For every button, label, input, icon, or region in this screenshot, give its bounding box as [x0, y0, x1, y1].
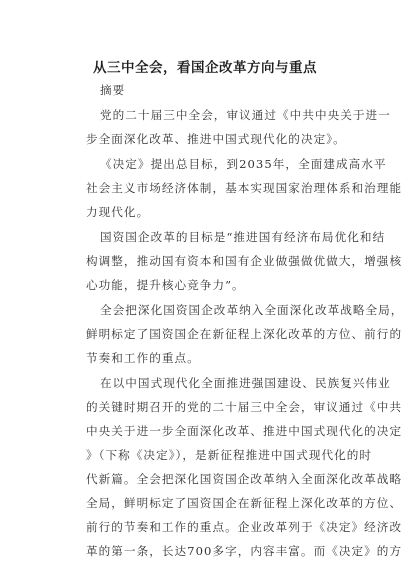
paragraph-2-line-1: 《决定》提出总目标，到2035年，全面建成高水平: [100, 157, 387, 171]
document-title: 从三中全会，看国企改革方向与重点: [93, 60, 317, 76]
paragraph-1-line-2: 步全面深化改革、推进中国式现代化的决定》。: [86, 132, 346, 146]
paragraph-4-line-2: 鲜明标定了国资国企在新征程上深化改革的方位、前行的: [86, 327, 403, 341]
paragraph-5-line-7: 前行的节奏和工作的重点。企业改革列于《决定》经济改: [86, 520, 403, 534]
paragraph-4-line-3: 节奏和工作的重点。: [86, 351, 200, 365]
paragraph-5-line-6: 全局，鲜明标定了国资国企在新征程上深化改革的方位、: [86, 496, 403, 510]
paragraph-5-line-1: 在以中国式现代化全面推进强国建设、民族复兴伟业: [100, 376, 391, 390]
paragraph-5-line-5: 代新篇。全会把深化国资国企改革纳入全面深化改革战略: [86, 472, 403, 486]
paragraph-5-line-8: 革的第一条，长达700多字，内容丰富。而《决定》的方: [86, 544, 403, 558]
paragraph-1-line-1: 党的二十届三中全会，审议通过《中共中央关于进一: [100, 108, 391, 122]
paragraph-3-line-2: 构调整，推动国有资本和国有企业做强做优做大，增强核: [86, 254, 403, 268]
paragraph-5-line-2: 的关键时期召开的党的二十届三中全会，审议通过《中共: [86, 400, 403, 414]
paragraph-3-line-1: 国资国企改革的目标是“推进国有经济布局优化和结: [100, 230, 386, 244]
paragraph-2-line-2: 社会主义市场经济体制，基本实现国家治理体系和治理能: [86, 181, 403, 195]
abstract-heading: 摘要: [100, 83, 126, 97]
paragraph-5-line-4: 》（下称《决定》），是新征程推进中国式现代化的时: [86, 448, 373, 462]
paragraph-3-line-3: 心功能，提升核心竞争力”。: [86, 278, 245, 292]
paragraph-2-line-3: 力现代化。: [86, 205, 150, 219]
paragraph-5-line-3: 中央关于进一步全面深化改革、推进中国式现代化的决定: [86, 424, 403, 438]
paragraph-4-line-1: 全会把深化国资国企改革纳入全面深化改革战略全局，: [100, 303, 404, 317]
